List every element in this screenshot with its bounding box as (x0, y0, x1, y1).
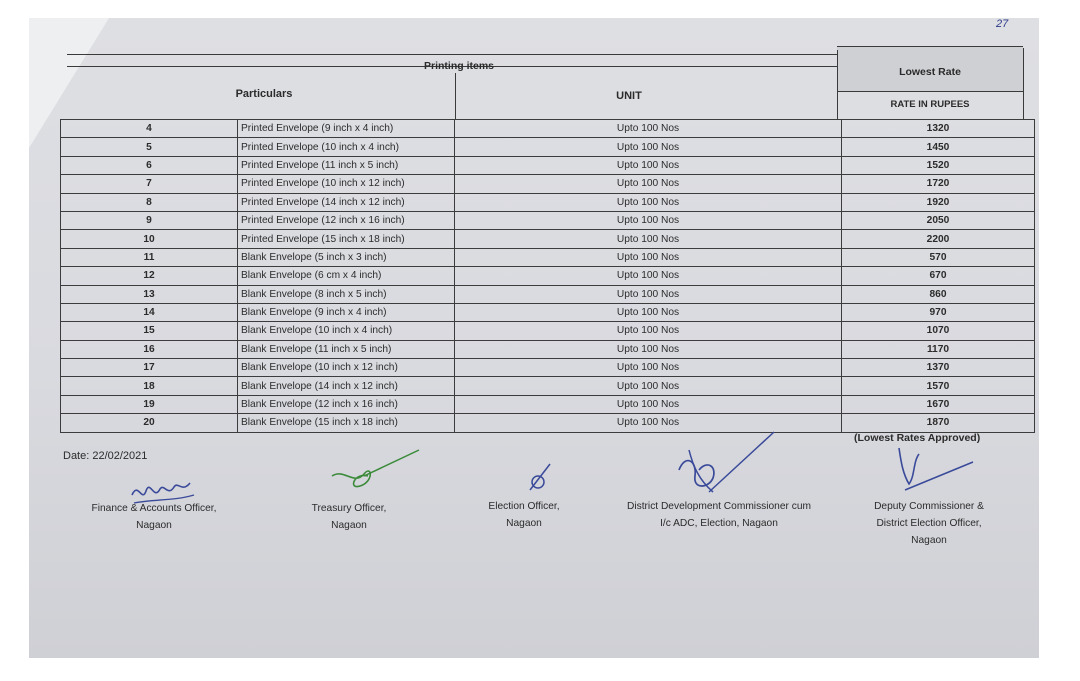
row-item: Printed Envelope (11 inch x 5 inch) (238, 156, 455, 174)
table-row (61, 138, 1035, 156)
table-row (61, 248, 1035, 266)
page-number: 27 (996, 18, 1009, 30)
row-rate: 1570 (842, 377, 1035, 395)
row-rate: 2200 (842, 230, 1035, 248)
table-row (61, 120, 1035, 138)
row-unit: Upto 100 Nos (455, 359, 842, 377)
table-row (61, 267, 1035, 285)
row-item: Blank Envelope (15 inch x 18 inch) (238, 414, 455, 432)
table-row (61, 340, 1035, 358)
column-header-lowest-rate (837, 46, 1023, 92)
row-number: 12 (61, 267, 238, 285)
signatory-title: Deputy Commissioner & (874, 501, 984, 512)
row-unit: Upto 100 Nos (455, 211, 842, 229)
row-number: 8 (61, 193, 238, 211)
row-number: 4 (61, 120, 238, 138)
approval-note: (Lowest Rates Approved) (854, 432, 981, 444)
row-rate: 2050 (842, 211, 1035, 229)
rates-table (60, 119, 1035, 433)
signatory-election-officer (459, 498, 589, 532)
row-number: 16 (61, 340, 238, 358)
row-item: Blank Envelope (8 inch x 5 inch) (238, 285, 455, 303)
signatory-title: District Development Commissioner cum (627, 501, 811, 512)
row-rate: 860 (842, 285, 1035, 303)
row-unit: Upto 100 Nos (455, 138, 842, 156)
row-unit: Upto 100 Nos (455, 120, 842, 138)
header-divider (837, 50, 838, 120)
table-row (61, 377, 1035, 395)
signatory-title: Finance & Accounts Officer, (91, 503, 217, 514)
signatory-place: Nagaon (136, 520, 172, 531)
row-item: Printed Envelope (10 inch x 4 inch) (238, 138, 455, 156)
row-item: Printed Envelope (9 inch x 4 inch) (238, 120, 455, 138)
row-item: Blank Envelope (10 inch x 4 inch) (238, 322, 455, 340)
row-number: 5 (61, 138, 238, 156)
table-row (61, 322, 1035, 340)
row-rate: 1520 (842, 156, 1035, 174)
row-number: 6 (61, 156, 238, 174)
signatory-place: Nagaon (506, 518, 542, 529)
row-unit: Upto 100 Nos (455, 414, 842, 432)
signatory-treasury-officer (269, 500, 429, 534)
table-row (61, 395, 1035, 413)
row-number: 18 (61, 377, 238, 395)
row-item: Printed Envelope (12 inch x 16 inch) (238, 211, 455, 229)
row-rate: 1070 (842, 322, 1035, 340)
table-row (61, 303, 1035, 321)
row-number: 10 (61, 230, 238, 248)
table-row (61, 359, 1035, 377)
row-item: Blank Envelope (10 inch x 12 inch) (238, 359, 455, 377)
table-row (61, 175, 1035, 193)
signature-election-officer (524, 458, 564, 498)
signature-deputy-commissioner (889, 444, 979, 499)
signatory-title: Treasury Officer, (311, 503, 387, 514)
lowest-rate-label: Lowest Rate (899, 66, 961, 78)
row-rate: 970 (842, 303, 1035, 321)
row-item: Printed Envelope (15 inch x 18 inch) (238, 230, 455, 248)
row-number: 7 (61, 175, 238, 193)
column-header-particulars: Particulars (235, 88, 293, 100)
row-unit: Upto 100 Nos (455, 248, 842, 266)
row-item: Blank Envelope (5 inch x 3 inch) (238, 248, 455, 266)
row-number: 17 (61, 359, 238, 377)
row-item: Blank Envelope (14 inch x 12 inch) (238, 377, 455, 395)
row-rate: 1920 (842, 193, 1035, 211)
row-rate: 1450 (842, 138, 1035, 156)
table-row (61, 414, 1035, 432)
table-row (61, 193, 1035, 211)
row-unit: Upto 100 Nos (455, 193, 842, 211)
signatory-role: District Election Officer, (876, 518, 982, 529)
row-unit: Upto 100 Nos (455, 340, 842, 358)
header-divider (455, 73, 456, 120)
row-rate: 1720 (842, 175, 1035, 193)
row-number: 15 (61, 322, 238, 340)
row-item: Printed Envelope (10 inch x 12 inch) (238, 175, 455, 193)
row-number: 11 (61, 248, 238, 266)
signatory-deputy-commissioner (849, 498, 1009, 549)
row-rate: 570 (842, 248, 1035, 266)
table-row (61, 211, 1035, 229)
table-caption: Printing items (423, 60, 494, 72)
signature-treasury-officer (324, 446, 424, 501)
date-label: Date: 22/02/2021 (63, 450, 148, 462)
signatory-place: Nagaon (331, 520, 367, 531)
row-unit: Upto 100 Nos (455, 377, 842, 395)
table-row (61, 230, 1035, 248)
signatory-title: Election Officer, (488, 501, 560, 512)
row-item: Blank Envelope (12 inch x 16 inch) (238, 395, 455, 413)
row-rate: 1870 (842, 414, 1035, 432)
row-item: Blank Envelope (9 inch x 4 inch) (238, 303, 455, 321)
row-number: 9 (61, 211, 238, 229)
column-header-unit: UNIT (616, 90, 642, 102)
row-unit: Upto 100 Nos (455, 230, 842, 248)
row-number: 14 (61, 303, 238, 321)
row-unit: Upto 100 Nos (455, 395, 842, 413)
table-row (61, 285, 1035, 303)
row-unit: Upto 100 Nos (455, 322, 842, 340)
row-rate: 1370 (842, 359, 1035, 377)
header-divider (1023, 48, 1024, 120)
signatory-ddc (604, 498, 834, 532)
row-number: 20 (61, 414, 238, 432)
row-number: 13 (61, 285, 238, 303)
row-rate: 1320 (842, 120, 1035, 138)
signatory-place: I/c ADC, Election, Nagaon (660, 518, 778, 529)
signatory-finance-officer (69, 500, 239, 534)
row-unit: Upto 100 Nos (455, 156, 842, 174)
row-unit: Upto 100 Nos (455, 285, 842, 303)
row-number: 19 (61, 395, 238, 413)
rate-in-rupees-label: RATE IN RUPEES (890, 99, 970, 110)
table-row (61, 156, 1035, 174)
row-rate: 1170 (842, 340, 1035, 358)
row-item: Blank Envelope (6 cm x 4 inch) (238, 267, 455, 285)
signatory-place: Nagaon (911, 535, 947, 546)
column-header-rate (837, 91, 1023, 120)
row-unit: Upto 100 Nos (455, 175, 842, 193)
row-rate: 1670 (842, 395, 1035, 413)
row-item: Printed Envelope (14 inch x 12 inch) (238, 193, 455, 211)
document-photo (29, 18, 1039, 658)
row-unit: Upto 100 Nos (455, 303, 842, 321)
row-rate: 670 (842, 267, 1035, 285)
row-unit: Upto 100 Nos (455, 267, 842, 285)
row-item: Blank Envelope (11 inch x 5 inch) (238, 340, 455, 358)
